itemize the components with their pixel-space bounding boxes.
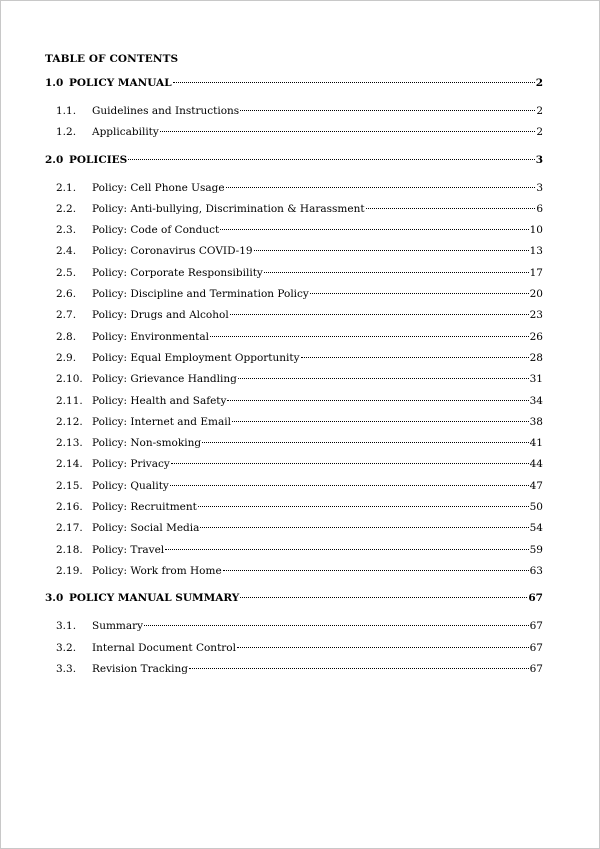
- toc-entry-title: Policy: Equal Employment Opportunity: [92, 351, 300, 364]
- toc-entry-title: Policy: Internet and Email: [92, 415, 231, 428]
- toc-entry-number: 2.9.: [56, 351, 77, 364]
- toc-entry-row[interactable]: [45, 416, 543, 437]
- dot-leader: [301, 357, 529, 358]
- toc-entry-title: Policy: Social Media: [92, 522, 200, 535]
- dot-leader: [254, 250, 529, 251]
- dot-leader: [237, 647, 529, 648]
- toc-heading: TABLE OF CONTENTS: [45, 53, 179, 65]
- toc-entry-row[interactable]: [45, 565, 543, 586]
- toc-page-number: 2: [536, 126, 543, 139]
- toc-entry-title: Policy: Code of Conduct: [92, 224, 220, 237]
- toc-entry-title: Policy: Recruitment: [92, 501, 197, 514]
- dot-leader: [220, 229, 528, 230]
- toc-entry-row[interactable]: [45, 245, 543, 266]
- table-of-contents: [45, 77, 543, 690]
- dot-leader: [171, 463, 529, 464]
- toc-entry-number: 2.17.: [56, 522, 83, 535]
- dot-leader: [223, 570, 529, 571]
- toc-entry-number: 2.11.: [56, 394, 83, 407]
- toc-section-row[interactable]: [45, 77, 543, 105]
- toc-entry-title: Policy: Quality: [92, 479, 169, 492]
- toc-entry-number: 2.6.: [56, 288, 77, 301]
- dot-leader: [310, 293, 529, 294]
- toc-entry-title: Revision Tracking: [92, 662, 188, 675]
- toc-entry-row[interactable]: [45, 458, 543, 479]
- toc-entry-title: Policy: Work from Home: [92, 564, 222, 577]
- dot-leader: [366, 208, 536, 209]
- toc-page-number: 17: [529, 266, 543, 279]
- toc-entry-number: 1.2.: [56, 126, 77, 139]
- toc-entry-row[interactable]: [45, 352, 543, 373]
- toc-page-number: 44: [529, 458, 543, 471]
- toc-entry-number: 3.2.: [56, 641, 77, 654]
- toc-entry-title: POLICIES: [69, 153, 128, 166]
- toc-page-number: 67: [529, 620, 543, 633]
- toc-entry-number: 3.1.: [56, 620, 77, 633]
- dot-leader: [238, 378, 529, 379]
- toc-entry-number: 2.4.: [56, 245, 77, 258]
- toc-entry-row[interactable]: [45, 663, 543, 684]
- toc-entry-title: Policy: Environmental: [92, 330, 209, 343]
- dot-leader: [173, 82, 535, 83]
- toc-page-number: 67: [528, 592, 543, 605]
- toc-page-number: 2: [536, 105, 543, 117]
- toc-entry-number: 2.2.: [56, 202, 77, 215]
- dot-leader: [210, 336, 529, 337]
- dot-leader: [232, 421, 529, 422]
- toc-entry-number: 2.13.: [56, 437, 83, 450]
- toc-entry-row[interactable]: [45, 105, 543, 126]
- toc-entry-number: 2.1.: [56, 181, 77, 194]
- toc-entry-row[interactable]: [45, 126, 543, 147]
- dot-leader: [198, 506, 529, 507]
- toc-page-number: 26: [529, 330, 543, 343]
- toc-entry-title: Policy: Corporate Responsibility: [92, 266, 263, 279]
- toc-page-number: 2: [535, 77, 543, 89]
- toc-entry-number: 2.18.: [56, 543, 83, 556]
- toc-page-number: 13: [529, 245, 543, 258]
- toc-entry-row[interactable]: [45, 288, 543, 309]
- dot-leader: [230, 314, 529, 315]
- toc-page-number: 3: [535, 153, 543, 166]
- dot-leader: [189, 668, 529, 669]
- dot-leader: [144, 625, 529, 626]
- toc-entry-number: 3.3.: [56, 662, 77, 675]
- toc-section-row[interactable]: [45, 154, 543, 182]
- toc-entry-title: Policy: Anti-bullying, Discrimination & Harassment: [92, 202, 365, 215]
- dot-leader: [160, 131, 535, 132]
- toc-entry-title: Guidelines and Instructions: [92, 105, 240, 117]
- dot-leader: [165, 549, 528, 550]
- toc-entry-number: 1.1.: [56, 105, 77, 117]
- toc-page-number: 59: [529, 543, 543, 556]
- toc-page-number: 20: [529, 288, 543, 301]
- toc-page-number: 47: [529, 479, 543, 492]
- toc-entry-title: POLICY MANUAL SUMMARY: [69, 592, 240, 605]
- dot-leader: [240, 110, 535, 111]
- toc-entry-title: Policy: Non-smoking: [92, 437, 202, 450]
- toc-entry-number: 2.19.: [56, 564, 83, 577]
- toc-entry-row[interactable]: [45, 544, 543, 565]
- toc-page-number: 23: [529, 309, 543, 322]
- toc-entry-title: Policy: Health and Safety: [92, 394, 227, 407]
- toc-entry-title: Summary: [92, 620, 144, 633]
- toc-page-number: 28: [529, 351, 543, 364]
- toc-page-number: 50: [529, 501, 543, 514]
- toc-entry-number: 2.14.: [56, 458, 83, 471]
- toc-page-number: 38: [529, 415, 543, 428]
- toc-entry-row[interactable]: [45, 267, 543, 288]
- toc-entry-row[interactable]: [45, 182, 543, 203]
- toc-page-number: 3: [536, 181, 543, 194]
- toc-entry-row[interactable]: [45, 373, 543, 394]
- toc-entry-number: 2.0: [45, 153, 64, 166]
- toc-entry-number: 2.5.: [56, 266, 77, 279]
- toc-entry-number: 3.0: [45, 592, 64, 605]
- toc-section-row[interactable]: [45, 592, 543, 620]
- toc-page-number: 6: [536, 202, 543, 215]
- toc-page-number: 54: [529, 522, 543, 535]
- toc-entry-title: Policy: Discipline and Termination Policy: [92, 288, 309, 301]
- section-spacer: [45, 684, 543, 690]
- toc-entry-title: Applicability: [92, 126, 159, 139]
- toc-entry-title: Policy: Coronavirus COVID-19: [92, 245, 253, 258]
- toc-entry-row[interactable]: [45, 395, 543, 416]
- toc-entry-number: 1.0: [45, 77, 64, 89]
- toc-entry-row[interactable]: [45, 501, 543, 522]
- toc-entry-title: Policy: Grievance Handling: [92, 373, 237, 386]
- toc-entry-row[interactable]: [45, 437, 543, 458]
- dot-leader: [226, 187, 536, 188]
- dot-leader: [200, 527, 528, 528]
- toc-entry-row[interactable]: [45, 203, 543, 224]
- dot-leader: [202, 442, 529, 443]
- toc-entry-number: 2.8.: [56, 330, 77, 343]
- toc-entry-number: 2.15.: [56, 479, 83, 492]
- toc-entry-number: 2.3.: [56, 224, 77, 237]
- dot-leader: [128, 159, 534, 160]
- dot-leader: [264, 272, 529, 273]
- toc-entry-row[interactable]: [45, 522, 543, 543]
- toc-entry-title: Policy: Drugs and Alcohol: [92, 309, 229, 322]
- toc-entry-row[interactable]: [45, 642, 543, 663]
- toc-page-number: 63: [529, 564, 543, 577]
- toc-entry-number: 2.12.: [56, 415, 83, 428]
- toc-entry-number: 2.16.: [56, 501, 83, 514]
- dot-leader: [227, 400, 528, 401]
- toc-entry-title: Policy: Privacy: [92, 458, 170, 471]
- toc-page-number: 34: [529, 394, 543, 407]
- toc-entry-number: 2.10.: [56, 373, 83, 386]
- toc-entry-row[interactable]: [45, 331, 543, 352]
- toc-page-number: 10: [529, 224, 543, 237]
- toc-entry-number: 2.7.: [56, 309, 77, 322]
- dot-leader: [240, 597, 527, 598]
- toc-page-number: 67: [529, 641, 543, 654]
- toc-entry-title: Internal Document Control: [92, 641, 236, 654]
- toc-entry-title: Policy: Cell Phone Usage: [92, 181, 225, 194]
- toc-page-number: 41: [529, 437, 543, 450]
- toc-entry-row[interactable]: [45, 224, 543, 245]
- toc-page-number: 31: [529, 373, 543, 386]
- toc-entry-title: Policy: Travel: [92, 543, 165, 556]
- toc-entry-title: POLICY MANUAL: [69, 77, 172, 89]
- toc-page-number: 67: [529, 662, 543, 675]
- toc-entry-row[interactable]: [45, 480, 543, 501]
- toc-entry-row[interactable]: [45, 620, 543, 641]
- dot-leader: [170, 485, 529, 486]
- toc-entry-row[interactable]: [45, 309, 543, 330]
